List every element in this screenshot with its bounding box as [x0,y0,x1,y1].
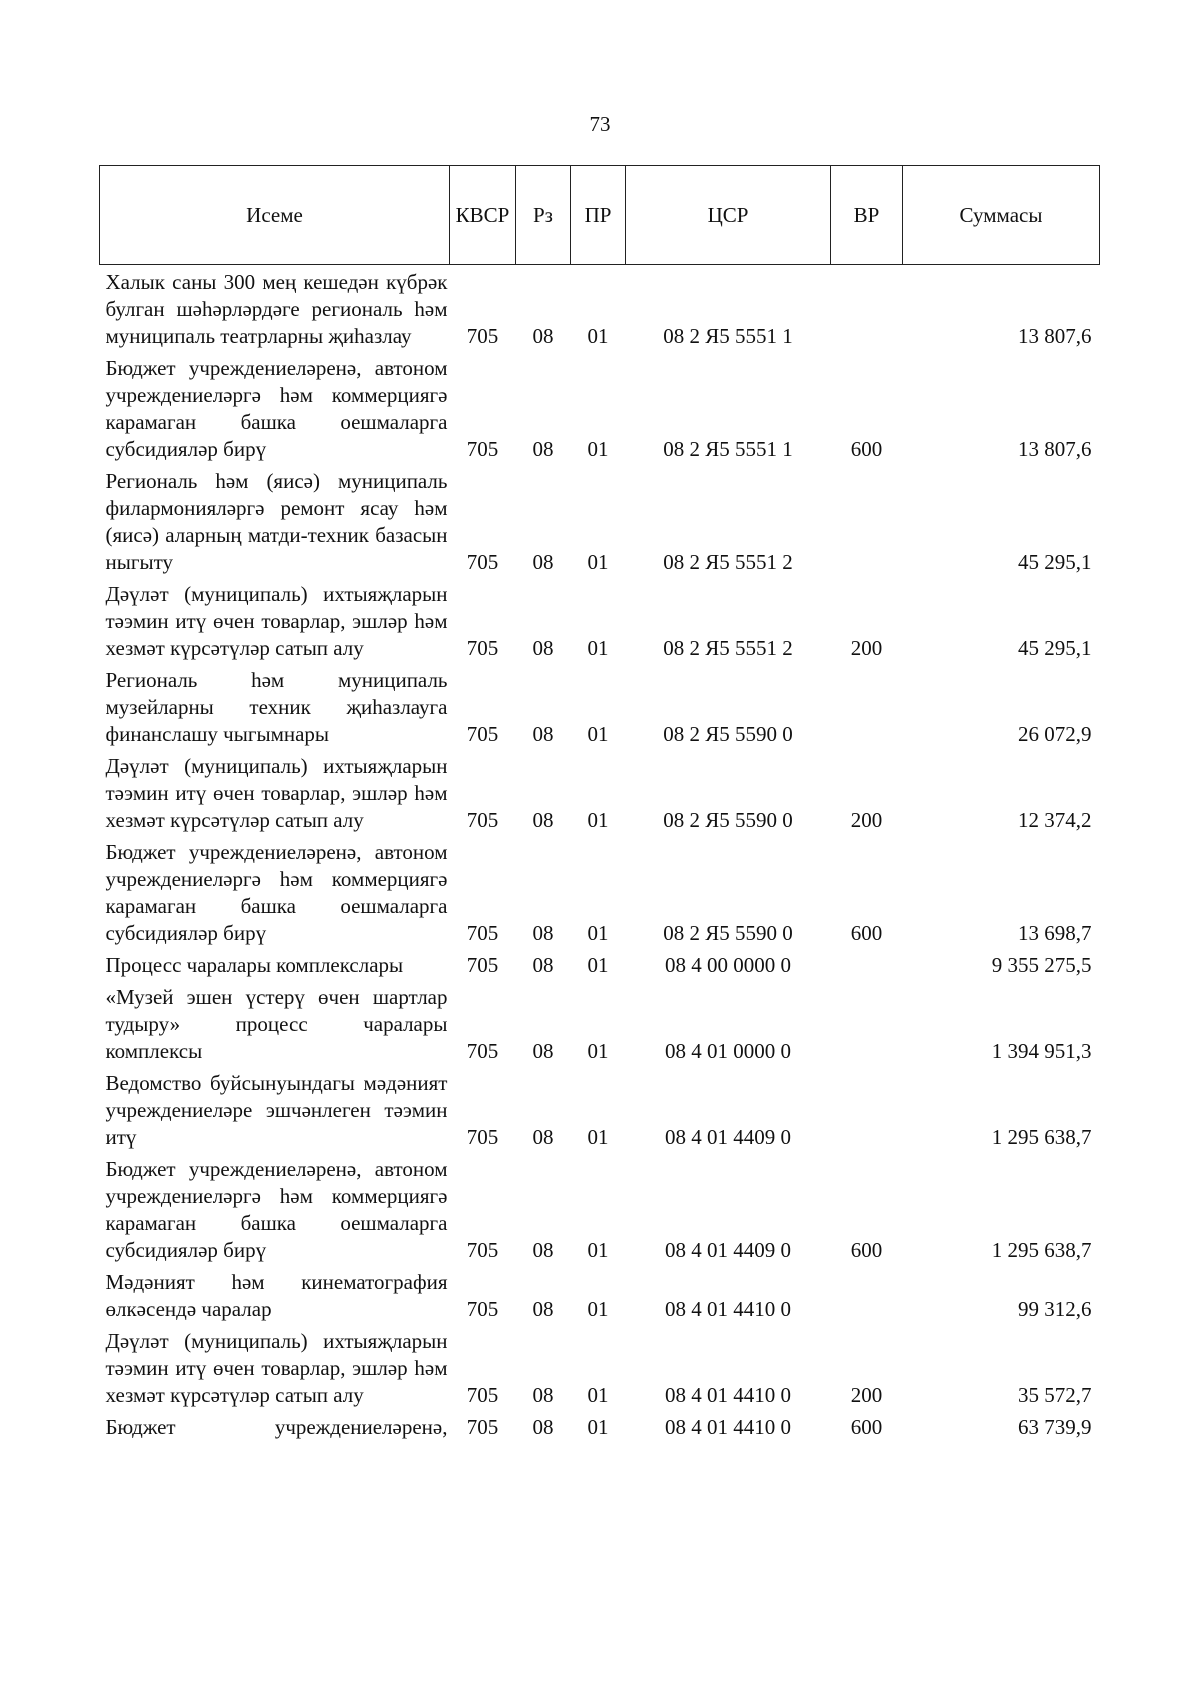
table-row [100,468,1100,581]
row-vr [831,1269,903,1328]
row-rz: 08 [532,1297,554,1321]
row-rz: 08 [532,722,554,746]
row-kvsr: 705 [466,1238,499,1262]
row-pr: 01 [587,550,609,574]
row-sum: 45 295,1 [1018,550,1092,574]
row-csr: 08 4 01 0000 0 [665,1039,791,1063]
row-rz: 08 [532,921,554,945]
row-rz: 08 [532,808,554,832]
row-sum: 1 394 951,3 [991,1039,1092,1063]
table-row [100,1156,1100,1269]
row-rz: 08 [532,1238,554,1262]
row-rz: 08 [532,953,554,977]
row-kvsr: 705 [466,1125,499,1149]
table-row [100,667,1100,753]
column-header-csr: ЦСР [626,166,831,265]
row-vr [831,265,903,356]
row-pr: 01 [587,437,609,461]
row-name: «Музей эшен үстерү өчен шартлар тудыру» процесс чаралары комплексы [105,985,448,1063]
row-kvsr: 705 [466,1415,499,1439]
table-row [100,581,1100,667]
row-sum: 13 807,6 [1018,437,1092,461]
row-kvsr: 705 [466,550,499,574]
row-pr: 01 [587,1415,609,1439]
row-pr: 01 [587,921,609,945]
table-row [100,753,1100,839]
row-kvsr: 705 [466,1039,499,1063]
row-csr: 08 2 Я5 5590 0 [663,921,793,945]
column-header-rz: Рз [516,166,571,265]
row-csr: 08 4 01 4409 0 [665,1238,791,1262]
row-sum: 9 355 275,5 [991,953,1092,977]
row-sum: 1 295 638,7 [991,1125,1092,1149]
row-pr: 01 [587,1125,609,1149]
row-kvsr: 705 [466,1383,499,1407]
column-header-pr: ПР [571,166,626,265]
row-vr: 600 [850,437,883,461]
row-name: Халык саны 300 мең кешедән күбрәк булган шәһәрләрдәге региональ һәм муниципаль театрларны җиһазлау [105,270,448,348]
row-sum: 26 072,9 [1018,722,1092,746]
row-sum: 13 807,6 [1018,324,1092,348]
row-vr: 600 [850,1238,883,1262]
table-row [100,265,1100,356]
row-name: Бюджет учреждениеләренә, автоном учреждениеләргә һәм коммерциягә карамаган башка оешмаларга субсидияләр бирү [105,356,448,461]
row-sum: 1 295 638,7 [991,1238,1092,1262]
row-csr: 08 4 01 4410 0 [665,1415,791,1439]
row-csr: 08 2 Я5 5590 0 [663,808,793,832]
row-pr: 01 [587,1297,609,1321]
row-kvsr: 705 [466,437,499,461]
row-csr: 08 2 Я5 5551 1 [663,324,793,348]
row-name: Дәүләт (муниципаль) ихтыяҗларын тәэмин итү өчен товарлар, эшләр һәм хезмәт күрсәтүләр сатып алу [105,754,448,832]
row-name: Бюджет учреждениеләренә, автоном учреждениеләргә һәм коммерциягә карамаган башка оешмаларга субсидияләр бирү [105,840,448,945]
row-kvsr: 705 [466,722,499,746]
row-sum: 35 572,7 [1018,1383,1092,1407]
row-csr: 08 4 01 4410 0 [665,1297,791,1321]
row-pr: 01 [587,953,609,977]
row-name: Бюджет учреждениеләренә, [105,1415,448,1439]
column-header-kvsr: КВСР [450,166,516,265]
table-row [100,839,1100,952]
row-csr: 08 2 Я5 5590 0 [663,722,793,746]
row-pr: 01 [587,1383,609,1407]
row-csr: 08 4 01 4410 0 [665,1383,791,1407]
row-pr: 01 [587,1238,609,1262]
column-header-name: Исеме [100,166,450,265]
row-kvsr: 705 [466,636,499,660]
row-rz: 08 [532,550,554,574]
row-vr: 600 [850,1415,883,1439]
table-row [100,952,1100,984]
row-vr [831,667,903,753]
row-name: Мәдәният һәм кинематография өлкәсендә чаралар [105,1270,448,1321]
row-csr: 08 4 01 4409 0 [665,1125,791,1149]
row-kvsr: 705 [466,324,499,348]
table-row [100,1269,1100,1328]
row-sum: 99 312,6 [1018,1297,1092,1321]
row-vr [831,952,903,984]
table-body [100,265,1100,1447]
row-rz: 08 [532,1383,554,1407]
row-name: Процесс чаралары комплекслары [105,953,404,977]
row-vr: 200 [850,636,883,660]
table-row [100,1414,1100,1446]
row-vr: 200 [850,808,883,832]
row-pr: 01 [587,1039,609,1063]
table-row [100,984,1100,1070]
row-rz: 08 [532,636,554,660]
row-rz: 08 [532,1125,554,1149]
row-csr: 08 4 00 0000 0 [665,953,791,977]
row-csr: 08 2 Я5 5551 2 [663,636,793,660]
row-vr [831,1070,903,1156]
table-row [100,355,1100,468]
column-header-sum: Суммасы [903,166,1100,265]
row-pr: 01 [587,722,609,746]
row-kvsr: 705 [466,808,499,832]
row-rz: 08 [532,1415,554,1439]
row-rz: 08 [532,437,554,461]
row-name: Ведомство буйсынуындагы мәдәният учреждениеләре эшчәнлеген тәэмин итү [105,1071,448,1149]
row-csr: 08 2 Я5 5551 1 [663,437,793,461]
table-header [100,166,1100,265]
column-header-vr: ВР [831,166,903,265]
row-name: Региональ һәм (яисә) муниципаль филармонияләргә ремонт ясау һәм (яисә) аларның матди-техник базасын ныгыту [105,469,448,574]
row-csr: 08 2 Я5 5551 2 [663,550,793,574]
row-rz: 08 [532,324,554,348]
row-sum: 45 295,1 [1018,636,1092,660]
row-name: Бюджет учреждениеләренә, автоном учреждениеләргә һәм коммерциягә карамаган башка оешмаларга субсидияләр бирү [105,1157,448,1262]
row-vr: 200 [850,1383,883,1407]
row-name: Дәүләт (муниципаль) ихтыяҗларын тәэмин итү өчен товарлар, эшләр һәм хезмәт күрсәтүләр сатып алу [105,582,448,660]
row-kvsr: 705 [466,1297,499,1321]
row-vr [831,984,903,1070]
row-pr: 01 [587,324,609,348]
row-kvsr: 705 [466,953,499,977]
table-row [100,1070,1100,1156]
table-row [100,1328,1100,1414]
row-sum: 13 698,7 [1018,921,1092,945]
row-rz: 08 [532,1039,554,1063]
row-name: Дәүләт (муниципаль) ихтыяҗларын тәэмин итү өчен товарлар, эшләр һәм хезмәт күрсәтүләр сатып алу [105,1329,448,1407]
row-vr [831,468,903,581]
row-name: Региональ һәм муниципаль музейларны техник җиһазлауга финанслашу чыгымнары [105,668,448,746]
budget-table [99,165,1100,1446]
page-number: 73 [589,112,611,136]
row-kvsr: 705 [466,921,499,945]
row-pr: 01 [587,808,609,832]
row-vr: 600 [850,921,883,945]
row-sum: 12 374,2 [1018,808,1092,832]
row-pr: 01 [587,636,609,660]
row-sum: 63 739,9 [1018,1415,1092,1439]
